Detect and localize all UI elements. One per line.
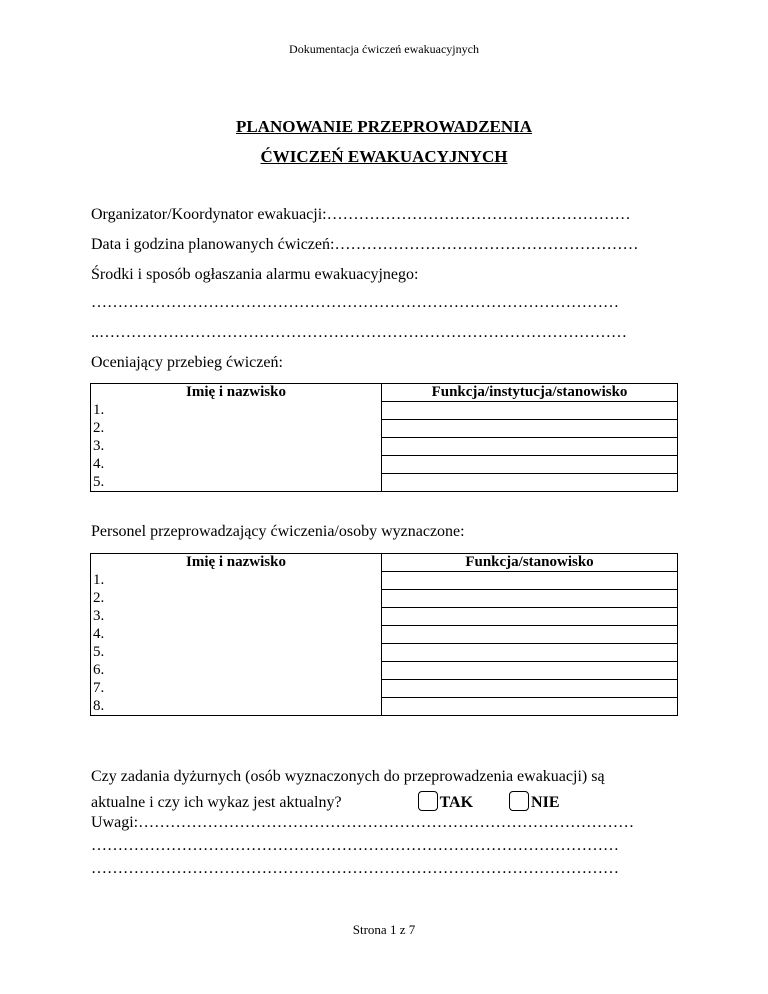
row-number: 5. xyxy=(91,474,382,492)
table-row xyxy=(91,456,678,474)
nie-checkbox[interactable] xyxy=(509,791,529,811)
row-number: 5. xyxy=(91,644,382,662)
alarm-field-line2[interactable]: ..……………………………………………………………………………………… xyxy=(91,324,627,341)
personnel-label: Personel przeprowadzający ćwiczenia/osoby wyznaczone: xyxy=(91,523,465,540)
alarm-label: Środki i sposób ogłaszania alarmu ewakuacyjnego: xyxy=(91,266,419,283)
row-number: 8. xyxy=(91,698,382,716)
table-row xyxy=(91,626,678,644)
alarm-field-line1[interactable]: ……………………………………………………………………………………… xyxy=(91,294,619,311)
table2-header-name: Imię i nazwisko xyxy=(91,554,382,572)
table2-header-function: Funkcja/stanowisko xyxy=(382,554,678,572)
tak-label: TAK xyxy=(439,794,474,811)
function-cell[interactable] xyxy=(382,698,678,716)
organizer-field[interactable]: Organizator/Koordynator ewakuacji:………………………………………………… xyxy=(91,206,631,223)
document-title-line1: PLANOWANIE PRZEPROWADZENIA xyxy=(235,117,533,136)
table-row xyxy=(91,420,678,438)
table-row xyxy=(91,698,678,716)
function-cell[interactable] xyxy=(382,402,678,420)
function-cell[interactable] xyxy=(382,456,678,474)
row-number: 3. xyxy=(91,608,382,626)
question-line1: Czy zadania dyżurnych (osób wyznaczonych do przeprowadzenia ewakuacji) są xyxy=(91,768,605,785)
function-cell[interactable] xyxy=(382,608,678,626)
evaluators-table xyxy=(90,383,678,492)
evaluators-label: Oceniający przebieg ćwiczeń: xyxy=(91,354,283,371)
question-line2 xyxy=(91,791,560,812)
remarks-field[interactable]: Uwagi:………………………………………………………………………………… xyxy=(91,814,635,831)
table1-header-function: Funkcja/instytucja/stanowisko xyxy=(382,384,678,402)
row-number: 3. xyxy=(91,438,382,456)
page-number: Strona 1 z 7 xyxy=(352,922,416,937)
date-field[interactable]: Data i godzina planowanych ćwiczeń:………………………………………………… xyxy=(91,236,639,253)
table1-header-name: Imię i nazwisko xyxy=(91,384,382,402)
table-row xyxy=(91,680,678,698)
function-cell[interactable] xyxy=(382,626,678,644)
table-row xyxy=(91,590,678,608)
row-number: 4. xyxy=(91,456,382,474)
table-row xyxy=(91,644,678,662)
row-number: 1. xyxy=(91,402,382,420)
nie-label: NIE xyxy=(531,794,560,811)
table-row xyxy=(91,572,678,590)
table-row xyxy=(91,474,678,492)
table-row xyxy=(91,608,678,626)
function-cell[interactable] xyxy=(382,420,678,438)
row-number: 4. xyxy=(91,626,382,644)
remarks-line3[interactable]: ……………………………………………………………………………………… xyxy=(91,860,619,877)
table-row xyxy=(91,438,678,456)
row-number: 2. xyxy=(91,590,382,608)
row-number: 6. xyxy=(91,662,382,680)
table-row xyxy=(91,402,678,420)
function-cell[interactable] xyxy=(382,474,678,492)
question-text: aktualne i czy ich wykaz jest aktualny? xyxy=(91,794,342,811)
function-cell[interactable] xyxy=(382,680,678,698)
remarks-line2[interactable]: ……………………………………………………………………………………… xyxy=(91,837,619,854)
table-row xyxy=(91,662,678,680)
row-number: 2. xyxy=(91,420,382,438)
row-number: 7. xyxy=(91,680,382,698)
function-cell[interactable] xyxy=(382,572,678,590)
page-header: Dokumentacja ćwiczeń ewakuacyjnych xyxy=(289,42,479,56)
function-cell[interactable] xyxy=(382,590,678,608)
function-cell[interactable] xyxy=(382,662,678,680)
row-number: 1. xyxy=(91,572,382,590)
function-cell[interactable] xyxy=(382,438,678,456)
personnel-table xyxy=(90,553,678,716)
tak-checkbox[interactable] xyxy=(418,791,438,811)
function-cell[interactable] xyxy=(382,644,678,662)
document-title-line2: ĆWICZEŃ EWAKUACYJNYCH xyxy=(260,147,508,166)
